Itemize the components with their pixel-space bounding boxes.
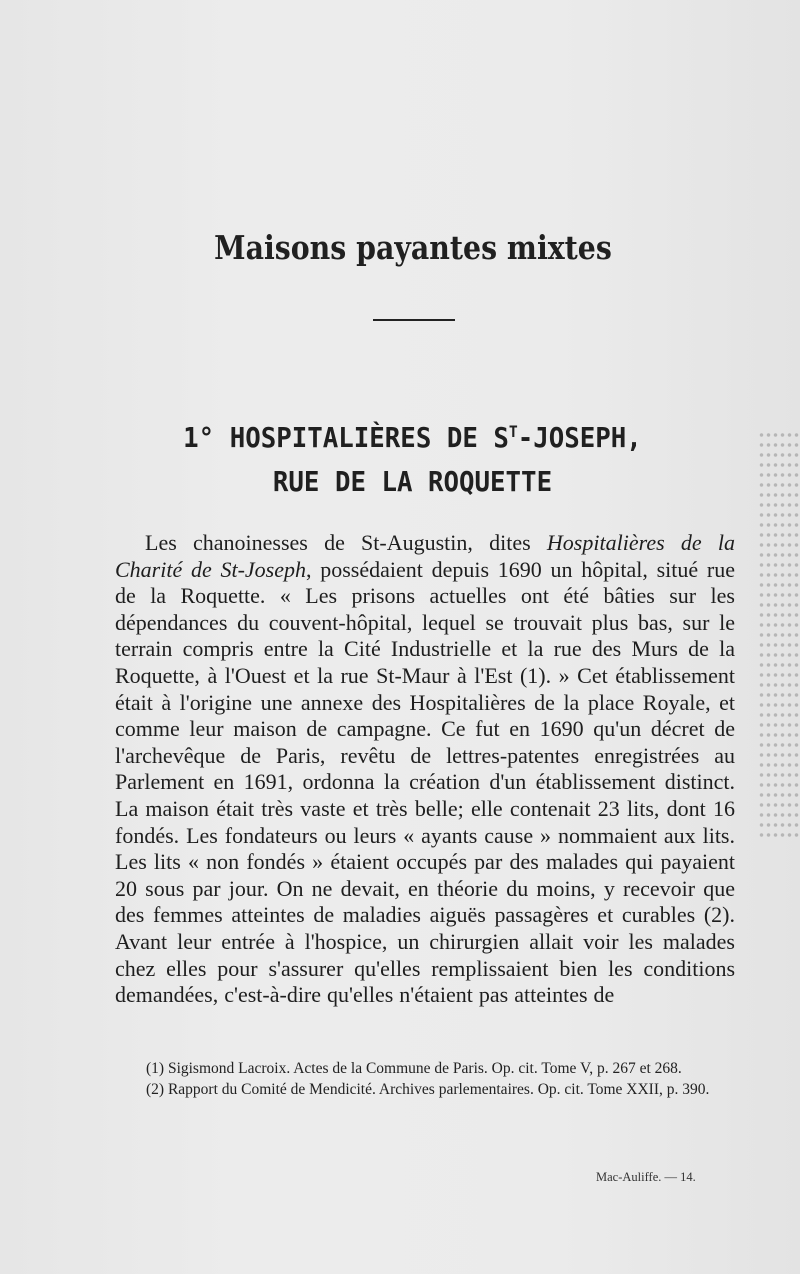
footnotes (118, 1058, 736, 1100)
page-title: Maisons payantes mixtes (214, 228, 612, 267)
section-heading-line2: RUE DE LA ROQUETTE (272, 465, 553, 498)
bleed-through-dots (758, 430, 800, 840)
body-paragraph: Les chanoinesses de St-Augustin, dites Hospitalières de la Charité de St-Joseph, possédaient depuis 1690 un hôpital, situé rue de la Roquette. « Les prisons actuelles ont été bâties sur les dépendances du couvent-hôpital, lequel se trouvait plus bas, sur le terrain compris entre la Cité Industrielle et la rue des Murs de la Roquette, à l'Ouest et la rue St-Maur à l'Est (1). » Cet établissement était à l'origine une annexe des Hospitalières de la place Royale, et comme leur maison de campagne. Ce fut en 1690 qu'un décret de l'archevêque de Paris, revêtu de lettres-patentes enregistrées au Parlement en 1691, ordonna la création d'un établissement distinct. La maison était très vaste et très belle; elle contenait 23 lits, dont 16 fondés. Les fondateurs ou leurs « ayants cause » nommaient aux lits. Les lits « non fondés » étaient occupés par des malades qui payaient 20 sous par jour. On ne devait, en théorie du moins, y recevoir que des femmes atteintes de maladies aiguës passagères et curables (2). Avant leur entrée à l'hospice, un chirurgien allait voir les malades chez elles pour s'assurer qu'elles remplissaient bien les conditions demandées, c'est-à-dire qu'elles n'étaient pas atteintes de (115, 530, 735, 1008)
italic-name: Hospitalières de la Charité de St-Joseph (115, 530, 735, 582)
section-heading-superscript: T (508, 422, 518, 441)
section-heading-line1: HOSPITALIÈRES DE $S^T$-JOSEPH, (229, 421, 642, 454)
footnote-1: (1) Sigismond Lacroix. Actes de la Commune de Paris. Op. cit. Tome V, p. 267 et 268. (146, 1060, 682, 1077)
footnote-2: (2) Rapport du Comité de Mendicité. Archives parlementaires. Op. cit. Tome XXII, p. 390. (146, 1081, 710, 1098)
section-heading (125, 410, 700, 504)
page-signature: Mac-Auliffe. — 14. (596, 1170, 696, 1184)
title-divider (373, 319, 455, 321)
section-number: 1° (183, 421, 215, 454)
